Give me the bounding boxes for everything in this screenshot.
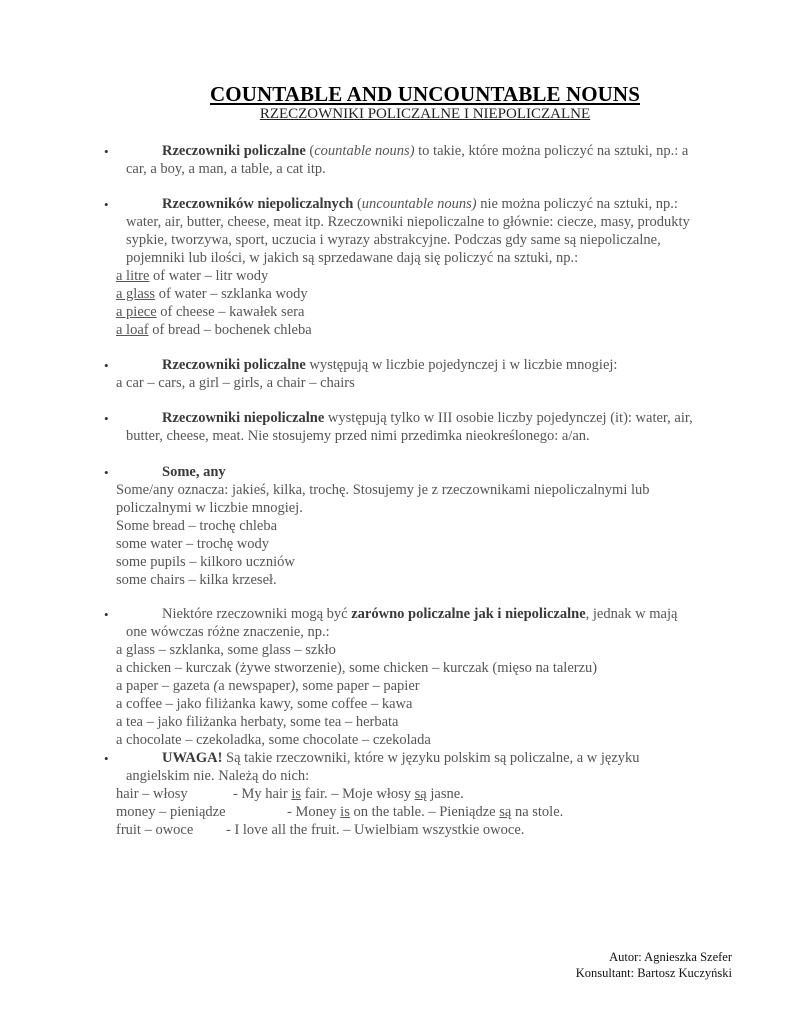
bullet: •	[104, 465, 109, 480]
text: of cheese – kawałek sera	[156, 304, 305, 320]
text-line: one wówczas różne znaczenie, np.:	[126, 624, 330, 640]
bullet: •	[104, 607, 109, 622]
section-countable-plural	[162, 356, 617, 374]
section-both	[162, 605, 677, 623]
italic-text: (	[213, 678, 219, 694]
example-money-sentence	[287, 803, 563, 821]
bold-term: Rzeczowników niepoliczalnych	[162, 196, 354, 212]
example-hair-word: hair – włosy	[116, 786, 188, 802]
text-line	[116, 677, 420, 695]
example-line	[116, 285, 308, 303]
text: , some paper – papier	[295, 678, 420, 694]
text-line: a chicken – kurczak (żywe stworzenie), some chicken – kurczak (mięso na talerzu)	[116, 660, 598, 676]
footer-consultant: Konsultant: Bartosz Kuczyński	[575, 966, 732, 980]
bullet: •	[104, 358, 109, 373]
underlined-term: a loaf	[116, 322, 149, 338]
italic-term: uncountable nouns)	[361, 196, 477, 212]
text-line: Some/any oznacza: jakieś, kilka, trochę. Stosujemy je z rzeczownikami niepoliczalnymi lub	[116, 482, 650, 498]
text: a newspaper	[218, 678, 291, 694]
bullet: •	[104, 197, 109, 212]
underlined-term: a piece	[116, 304, 157, 320]
text: na stole.	[511, 804, 564, 820]
example-line	[116, 303, 304, 321]
section-uncountable	[162, 195, 678, 213]
text: jasne.	[426, 786, 464, 802]
text-line: angielskim nie. Należą do nich:	[126, 768, 310, 784]
text: występują w liczbie pojedynczej i w liczbie mnogiej:	[305, 357, 618, 373]
text: a paper – gazeta	[116, 678, 214, 694]
text-line: some pupils – kilkoro uczniów	[116, 554, 295, 570]
example-hair-sentence	[233, 785, 464, 803]
text-line: some chairs – kilka krzeseł.	[116, 572, 277, 588]
example-fruit-word: fruit – owoce	[116, 822, 194, 838]
bold-term: Some, any	[162, 464, 226, 480]
page-title: COUNTABLE AND UNCOUNTABLE NOUNS	[210, 82, 640, 106]
text-line: a glass – szklanka, some glass – szkło	[116, 642, 336, 658]
italic-text: )	[290, 678, 296, 694]
text-line: pojemniki lub ilości, w jakich są sprzedawane dają się policzyć na sztuki, np.:	[126, 250, 579, 266]
section-note	[162, 749, 640, 767]
text: Niektóre rzeczowniki mogą być	[162, 606, 352, 622]
text-line: Some bread – trochę chleba	[116, 518, 278, 534]
text-line: a chocolate – czekoladka, some chocolate – czekolada	[116, 732, 431, 748]
text: of water – szklanka wody	[155, 286, 308, 302]
underlined-term: is	[291, 786, 302, 802]
text: on the table. – Pieniądze	[349, 804, 500, 820]
bold-term: Rzeczowniki niepoliczalne	[162, 410, 325, 426]
bold-term: zarówno policzalne jak i niepoliczalne	[351, 606, 586, 622]
bold-term: UWAGA!	[162, 750, 223, 766]
underlined-term: a litre	[116, 268, 150, 284]
example-fruit-sentence: - I love all the fruit. – Uwielbiam wszystkie owoce.	[226, 822, 525, 838]
text: of water – litr wody	[149, 268, 269, 284]
page-subtitle: RZECZOWNIKI POLICZALNE I NIEPOLICZALNE	[259, 106, 591, 122]
italic-term: countable nouns)	[314, 143, 415, 159]
text: of bread – bochenek chleba	[148, 322, 312, 338]
example-line	[116, 321, 312, 339]
text-line: butter, cheese, meat. Nie stosujemy przed nimi przedimka nieokreślonego: a/an.	[126, 428, 590, 444]
bullet: •	[104, 411, 109, 426]
section-countable	[162, 142, 688, 160]
bold-term: Rzeczowniki policzalne	[162, 143, 306, 159]
underlined-term: są	[499, 804, 512, 820]
bullet: •	[104, 751, 109, 766]
bold-term: Rzeczowniki policzalne	[162, 357, 306, 373]
example-line	[116, 267, 268, 285]
text: to takie, które można policzyć na sztuki, np.: a	[414, 143, 689, 159]
text: Są takie rzeczowniki, które w języku polskim są policzalne, a w języku	[222, 750, 640, 766]
text: fair. – Moje włosy	[301, 786, 415, 802]
bullet: •	[104, 144, 109, 159]
text-line: policzalnymi w liczbie mnogiej.	[116, 500, 303, 516]
section-uncountable-singular	[162, 409, 693, 427]
text-line: a coffee – jako filiżanka kawy, some coffee – kawa	[116, 696, 413, 712]
section-some-any	[162, 463, 226, 481]
example-money-word: money – pieniądze	[116, 804, 226, 820]
text: (	[305, 143, 315, 159]
text-line: sypkie, tworzywa, sport, uczucia i wyrazy abstrakcyjne. Podczas gdy same są niepoliczalne,	[126, 232, 661, 248]
text: - Money	[287, 804, 341, 820]
underlined-term: są	[414, 786, 427, 802]
text-line: a tea – jako filiżanka herbaty, some tea – herbata	[116, 714, 399, 730]
text-line: water, air, butter, cheese, meat itp. Rzeczowniki niepoliczalne to głównie: ciecze, masy, produkty	[126, 214, 690, 230]
text: (	[353, 196, 362, 212]
text: występują tylko w III osobie liczby pojedynczej (it): water, air,	[324, 410, 693, 426]
footer-author: Autor: Agnieszka Szefer	[609, 950, 732, 964]
text-line: a car – cars, a girl – girls, a chair – chairs	[116, 375, 355, 391]
text: , jednak w mają	[585, 606, 678, 622]
text-line: car, a boy, a man, a table, a cat itp.	[126, 161, 326, 177]
text-line: some water – trochę wody	[116, 536, 270, 552]
underlined-term: a glass	[116, 286, 156, 302]
text: - My hair	[233, 786, 292, 802]
text: nie można policzyć na sztuki, np.:	[476, 196, 678, 212]
underlined-term: is	[340, 804, 350, 820]
